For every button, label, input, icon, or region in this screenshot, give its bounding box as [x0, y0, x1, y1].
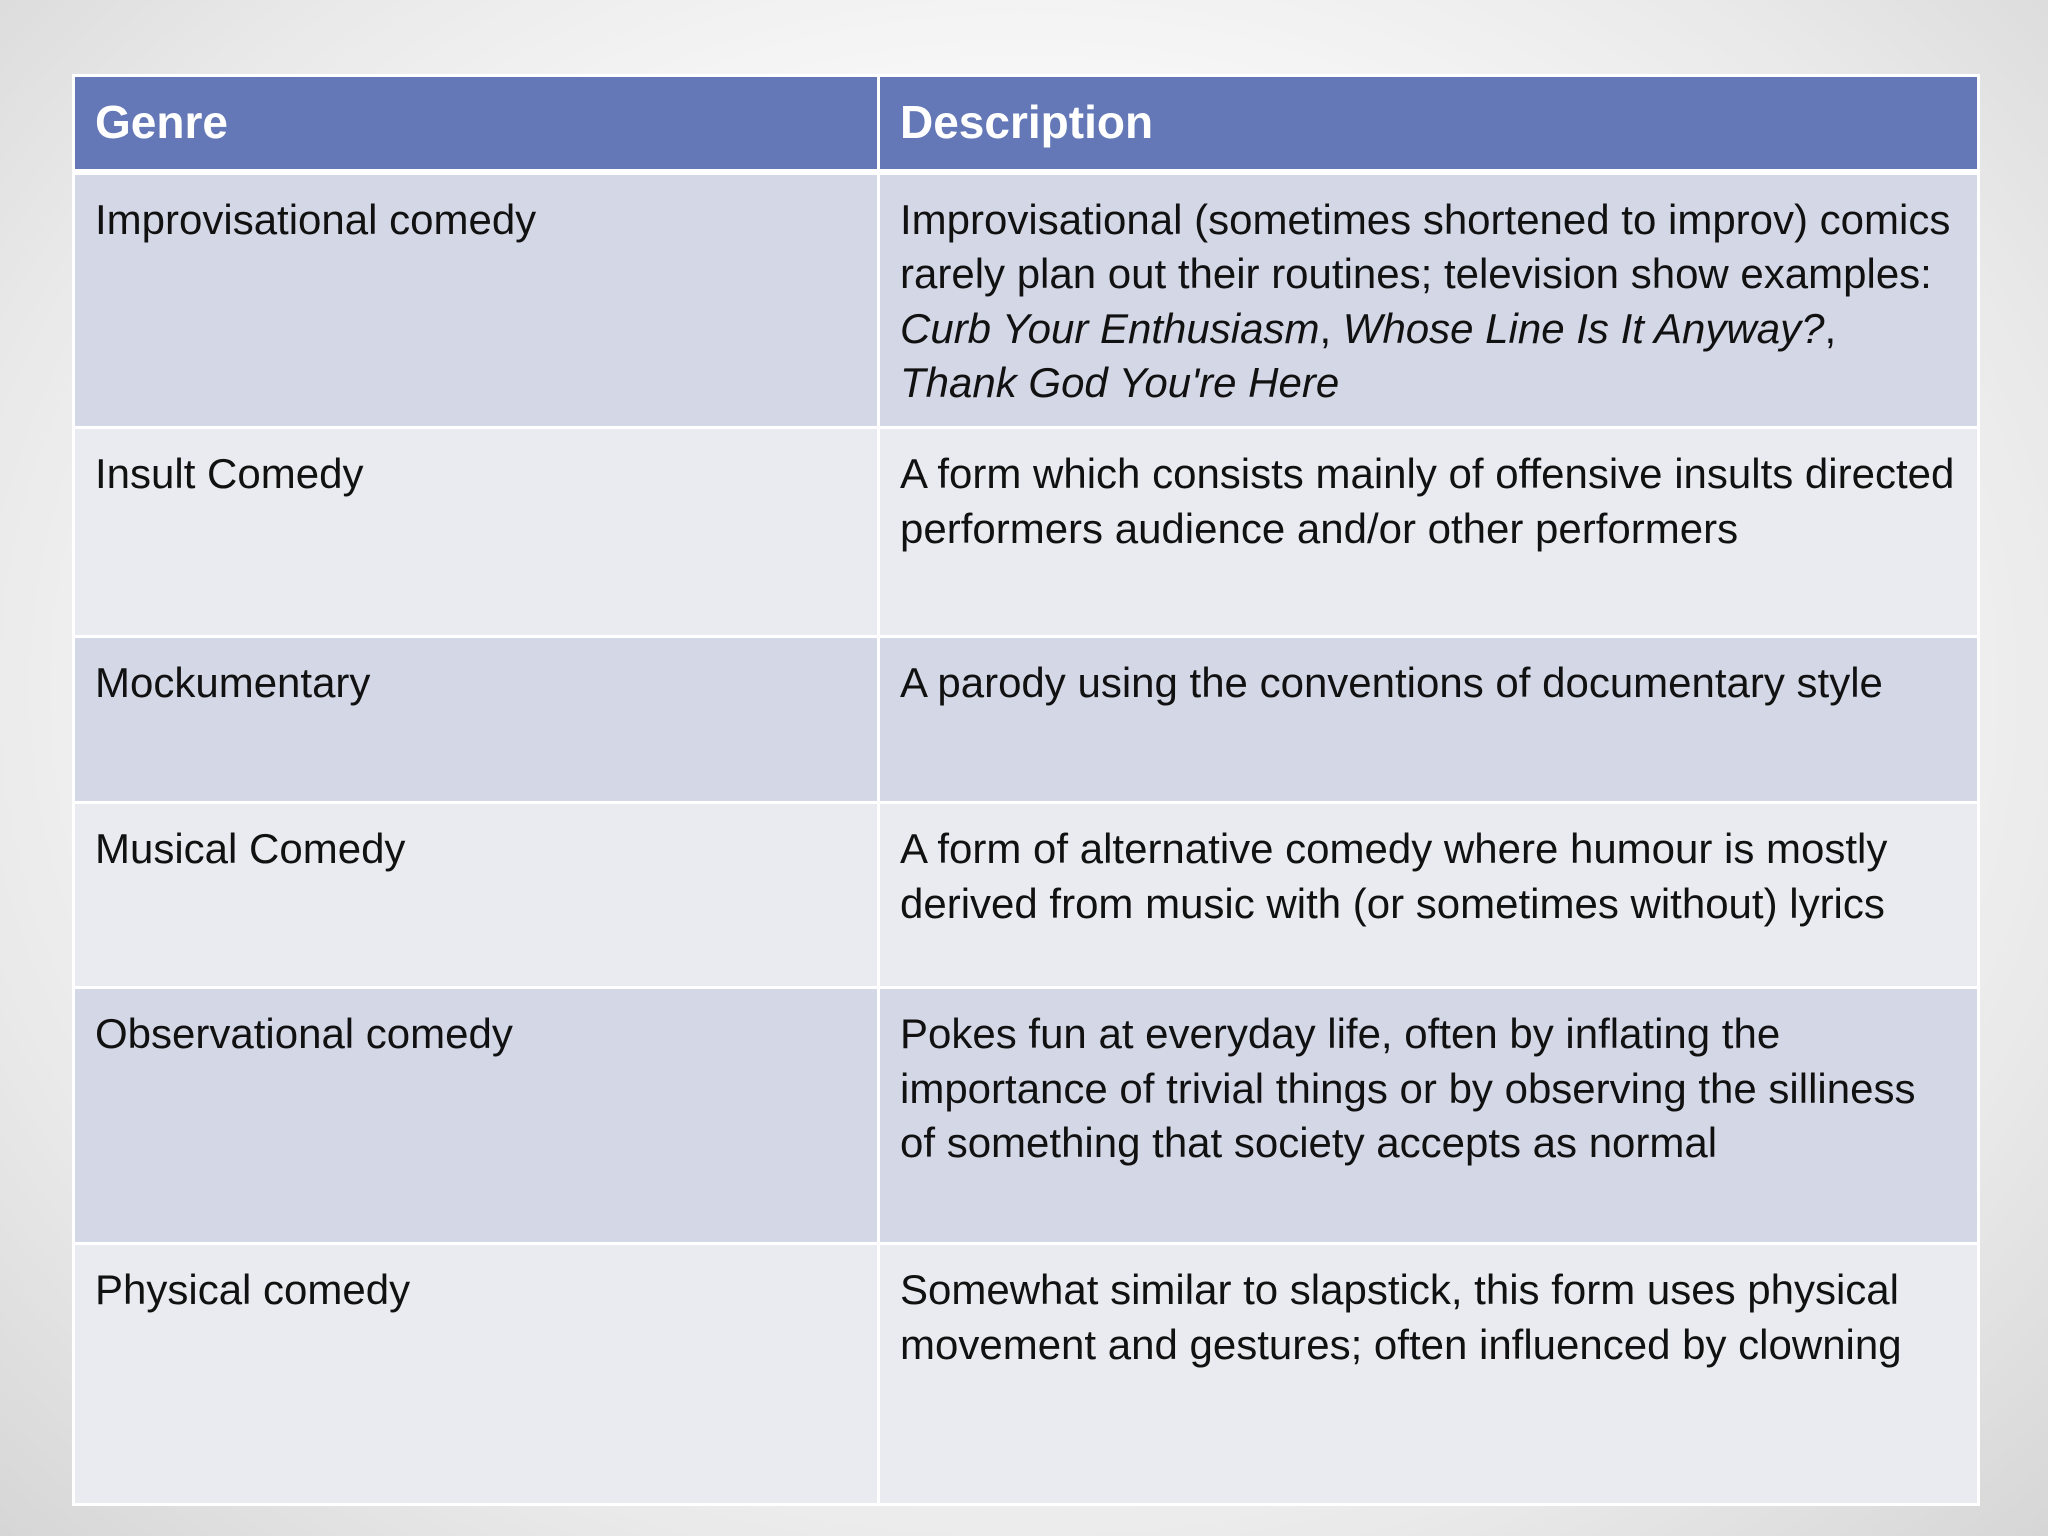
show-example-title: Curb Your Enthusiasm — [900, 304, 1320, 352]
description-column-header: Description — [879, 76, 1979, 172]
description-cell: A parody using the conventions of documentary style — [879, 637, 1979, 803]
description-cell: Somewhat similar to slapstick, this form uses physical movement and gestures; often influenced by clowning — [879, 1244, 1979, 1505]
separator: , — [1319, 304, 1343, 352]
table-row — [74, 428, 1979, 637]
comedy-genre-table — [72, 74, 1980, 1506]
separator: , — [1824, 304, 1837, 352]
table-row — [74, 988, 1979, 1244]
description-cell — [879, 172, 1979, 428]
table-row — [74, 1244, 1979, 1505]
table-header-row — [74, 76, 1979, 172]
table-row — [74, 172, 1979, 428]
description-cell: A form which consists mainly of offensive insults directed performers audience and/or other performers — [879, 428, 1979, 637]
genre-cell: Observational comedy — [74, 988, 879, 1244]
table-row — [74, 637, 1979, 803]
description-text: Improvisational (sometimes shortened to improv) comics rarely plan out their routines; television show examples: — [900, 195, 1951, 297]
genre-column-header: Genre — [74, 76, 879, 172]
genre-cell: Musical Comedy — [74, 803, 879, 988]
show-example-title: Whose Line Is It Anyway? — [1342, 304, 1825, 352]
description-cell: Pokes fun at everyday life, often by inflating the importance of trivial things or by observing the silliness of something that society accepts as normal — [879, 988, 1979, 1244]
description-cell: A form of alternative comedy where humour is mostly derived from music with (or sometimes without) lyrics — [879, 803, 1979, 988]
genre-cell: Physical comedy — [74, 1244, 879, 1505]
genre-cell: Insult Comedy — [74, 428, 879, 637]
genre-cell: Improvisational comedy — [74, 172, 879, 428]
table-row — [74, 803, 1979, 988]
show-example-title: Thank God You're Here — [900, 359, 1340, 406]
genre-cell: Mockumentary — [74, 637, 879, 803]
